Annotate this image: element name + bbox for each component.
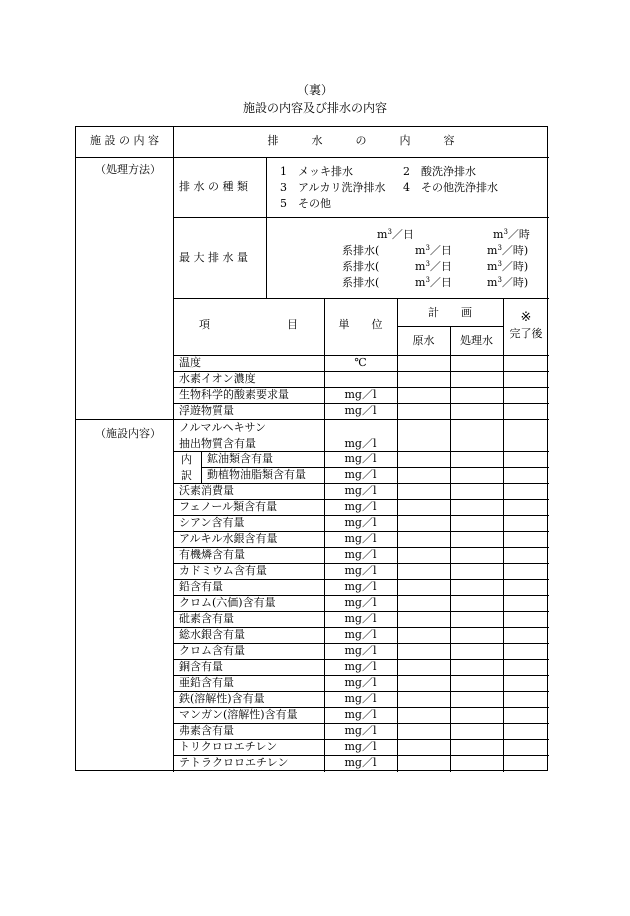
breakdown-label-line: [201, 451, 202, 483]
drainage-type-option-3: 3 アルカリ洗浄排水: [280, 181, 386, 194]
item-unit-22: mg／l: [344, 708, 377, 721]
item-unit-16: mg／l: [344, 612, 377, 625]
max-volume-label: 最 大 排 水 量: [179, 251, 248, 264]
item-unit-4: mg／l: [344, 404, 377, 417]
item-name-9: フェノール類含有量: [179, 500, 278, 513]
item-unit-19: mg／l: [344, 660, 377, 673]
item-unit-13: mg／l: [344, 564, 377, 577]
max-volume-sub-hour-3: $m^3/$時): [487, 276, 529, 289]
item-unit-24: mg／l: [344, 740, 377, 753]
column-header-item: 項 目: [199, 318, 298, 331]
item-unit-23: mg／l: [344, 724, 377, 737]
form-table: [75, 126, 548, 771]
item-name-3: 生物科学的酸素要求量: [179, 388, 289, 401]
item-name-18: クロム含有量: [179, 644, 245, 657]
breakdown-label-2: 訳: [181, 469, 192, 482]
item-name-16: 砒素含有量: [179, 612, 234, 625]
item-unit-9: mg／l: [344, 500, 377, 513]
left-section-divider: [76, 419, 173, 420]
column-header-treated-water: 処理水: [460, 334, 493, 347]
item-name-17: 総水銀含有量: [179, 628, 245, 641]
item-unit-12: mg／l: [344, 548, 377, 561]
drainage-type-option-1: 1 メッキ排水: [280, 165, 353, 178]
column-header-plan: 計 画: [428, 306, 472, 319]
item-unit-7: mg／l: [344, 468, 377, 481]
header-drainage-content: 排 水 の 内 容: [267, 134, 455, 147]
label-treatment-method: （処理方法）: [95, 163, 161, 176]
item-name-1: 温度: [179, 356, 201, 369]
header-facility-content: 施 設 の 内 容: [90, 134, 159, 147]
max-volume-sub-hour-2: $m^3/$時): [487, 260, 529, 273]
drainage-type-option-4: 4 その他洗浄排水: [403, 181, 498, 194]
max-volume-sub-prefix-3: 系排水(: [342, 276, 380, 289]
column-header-mark: ※: [520, 310, 532, 325]
max-volume-sub-day-2: $m^3/$日: [415, 260, 452, 273]
item-name-23: 弗素含有量: [179, 724, 234, 737]
breakdown-label-1: 内: [181, 453, 192, 466]
column-header-raw-water: 原水: [412, 334, 435, 347]
item-name-2: 水素イオン濃度: [179, 372, 256, 385]
raw-column-line: [397, 298, 398, 772]
item-name-6: 鉱油類含有量: [207, 452, 273, 465]
drainage-type-option-5: 5 その他: [280, 197, 331, 210]
item-unit-20: mg／l: [344, 676, 377, 689]
item-name-24: トリクロロエチレン: [179, 740, 278, 753]
item-name-19: 銅含有量: [179, 660, 223, 673]
max-volume-bottom: [173, 298, 549, 299]
item-name-14: 鉛含有量: [179, 580, 223, 593]
label-facility-content: （施設内容）: [95, 427, 161, 440]
item-name-11: アルキル水銀含有量: [179, 532, 278, 545]
item-unit-10: mg／l: [344, 516, 377, 529]
drainage-type-label: 排 水 の 種 類: [179, 180, 248, 193]
drainage-type-bottom: [173, 217, 549, 218]
page-subtitle: 施設の内容及び排水の内容: [242, 101, 387, 115]
item-name-5: ノルマルヘキサン: [179, 421, 267, 434]
max-volume-sub-day-1: $m^3/$日: [415, 244, 452, 257]
item-unit-17: mg／l: [344, 628, 377, 641]
item-unit-11: mg／l: [344, 532, 377, 545]
item-unit-21: mg／l: [344, 692, 377, 705]
item-unit-6: mg／l: [344, 452, 377, 465]
max-volume-sub-day-3: $m^3/$日: [415, 276, 452, 289]
item-name-13: カドミウム含有量: [179, 564, 267, 577]
item-unit-8: mg／l: [344, 484, 377, 497]
item-unit-25: mg／l: [344, 756, 377, 769]
item-unit-1: ℃: [354, 356, 367, 369]
item-unit-14: mg／l: [344, 580, 377, 593]
item-name-22: マンガン(溶解性)含有量: [179, 708, 298, 721]
item-name-10: シアン含有量: [179, 516, 245, 529]
item-name-4: 浮遊物質量: [179, 404, 234, 417]
item-name-8: 沃素消費量: [179, 484, 234, 497]
item-unit-3: mg／l: [344, 388, 377, 401]
drainage-type-option-2: 2 酸洗浄排水: [403, 165, 476, 178]
column-header-unit: 単 位: [338, 318, 383, 331]
item-name-7: 動植物油脂類含有量: [207, 468, 306, 481]
treated-column-line: [450, 326, 451, 772]
item-name-21: 鉄(溶解性)含有量: [179, 692, 265, 705]
item-unit-5: mg／l: [344, 437, 377, 450]
item-name-25: テトラクロロエチレン: [179, 756, 289, 769]
item-name-20: 亜鉛含有量: [179, 676, 234, 689]
table-row-line: [173, 419, 549, 420]
page-title: （裏）: [296, 83, 333, 97]
max-volume-total-hour: $m^3/$時: [493, 228, 530, 241]
max-volume-total-day: $m^3/$日: [377, 228, 414, 241]
item-name-5-line2: 抽出物質含有量: [179, 437, 256, 450]
max-volume-sub-hour-1: $m^3/$時): [487, 244, 529, 257]
header-divider: [76, 157, 549, 158]
drainage-label-line: [266, 157, 267, 298]
item-unit-18: mg／l: [344, 644, 377, 657]
max-volume-sub-prefix-2: 系排水(: [342, 260, 380, 273]
after-column-line: [503, 298, 504, 772]
max-volume-sub-prefix-1: 系排水(: [342, 244, 380, 257]
item-name-12: 有機燐含有量: [179, 548, 245, 561]
item-unit-15: mg／l: [344, 596, 377, 609]
item-name-15: クロム(六価)含有量: [179, 596, 276, 609]
column-header-after-completion: 完了後: [509, 327, 543, 340]
